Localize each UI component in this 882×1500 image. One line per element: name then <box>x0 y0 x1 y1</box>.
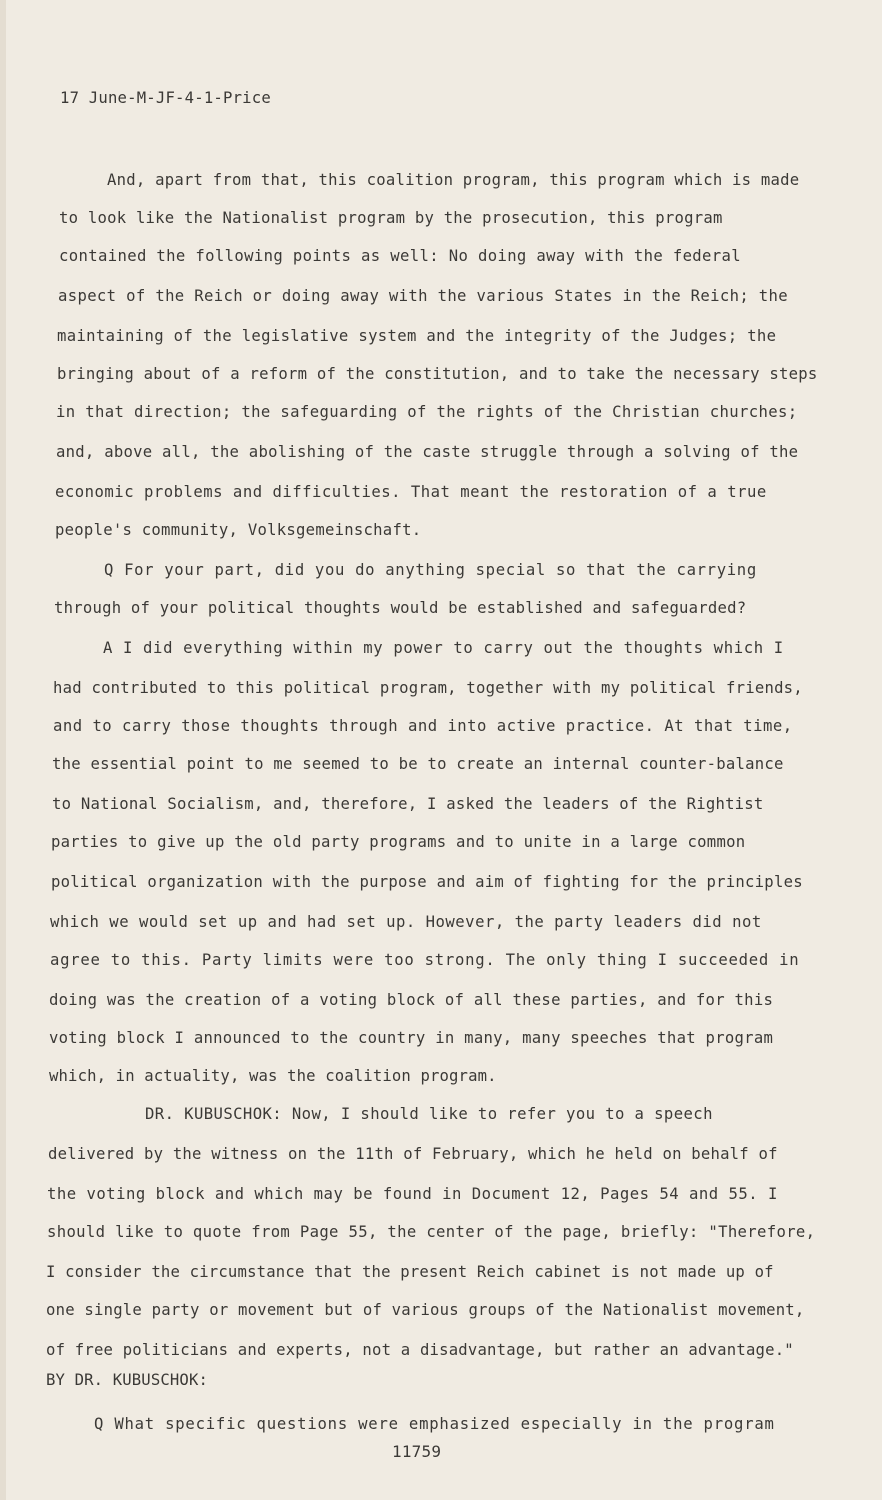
body-line: Q What specific questions were emphasized especially in the program <box>94 1415 775 1433</box>
body-line: and, above all, the abolishing of the caste struggle through a solving of the <box>56 443 799 461</box>
body-line: parties to give up the old party programs and to unite in a large common <box>51 833 746 851</box>
body-line: maintaining of the legislative system and the integrity of the Judges; the <box>57 327 777 345</box>
body-line: aspect of the Reich or doing away with the various States in the Reich; the <box>58 287 788 305</box>
body-line: which, in actuality, was the coalition program. <box>49 1067 497 1085</box>
body-line: and to carry those thoughts through and into active practice. At that time, <box>53 717 793 735</box>
body-line: voting block I announced to the country in many, many speeches that program <box>49 1029 774 1047</box>
body-line: agree to this. Party limits were too strong. The only thing I succeeded in <box>50 951 800 969</box>
page-number: 11759 <box>392 1442 442 1461</box>
body-line: to National Socialism, and, therefore, I asked the leaders of the Rightist <box>52 795 764 813</box>
body-line: bringing about of a reform of the constitution, and to take the necessary steps <box>57 365 818 383</box>
body-line: had contributed to this political program, together with my political friends, <box>53 679 803 697</box>
body-line: Q For your part, did you do anything special so that the carrying <box>104 561 757 579</box>
body-line: And, apart from that, this coalition program, this program which is made <box>107 171 800 189</box>
body-line: the voting block and which may be found in Document 12, Pages 54 and 55. I <box>47 1185 778 1203</box>
body-line: of free politicians and experts, not a disadvantage, but rather an advantage." <box>46 1341 794 1359</box>
body-line: contained the following points as well: No doing away with the federal <box>59 247 742 265</box>
body-line: economic problems and difficulties. That meant the restoration of a true <box>55 483 767 501</box>
body-line: in that direction; the safeguarding of the rights of the Christian churches; <box>56 403 798 421</box>
page-header: 17 June-M-JF-4-1-Price <box>60 89 271 107</box>
body-line: which we would set up and had set up. However, the party leaders did not <box>50 913 762 931</box>
body-line: through of your political thoughts would be established and safeguarded? <box>54 599 747 617</box>
page-edge <box>0 0 6 1500</box>
body-line: should like to quote from Page 55, the center of the page, briefly: "Therefore, <box>47 1223 816 1241</box>
body-line: to look like the Nationalist program by the prosecution, this program <box>59 209 723 227</box>
body-line: delivered by the witness on the 11th of February, which he held on behalf of <box>48 1145 778 1163</box>
body-line: doing was the creation of a voting block of all these parties, and for this <box>49 991 774 1009</box>
body-line: one single party or movement but of various groups of the Nationalist movement, <box>46 1301 805 1319</box>
body-line: A I did everything within my power to carry out the thoughts which I <box>103 639 784 657</box>
body-line: people's community, Volksgemeinschaft. <box>55 521 422 539</box>
body-line: BY DR. KUBUSCHOK: <box>46 1371 208 1389</box>
body-line: I consider the circumstance that the present Reich cabinet is not made up of <box>46 1263 774 1281</box>
body-line: political organization with the purpose and aim of fighting for the principles <box>51 873 803 891</box>
body-line: DR. KUBUSCHOK: Now, I should like to refer you to a speech <box>145 1105 713 1123</box>
body-line: the essential point to me seemed to be to create an internal counter-balance <box>52 755 784 773</box>
